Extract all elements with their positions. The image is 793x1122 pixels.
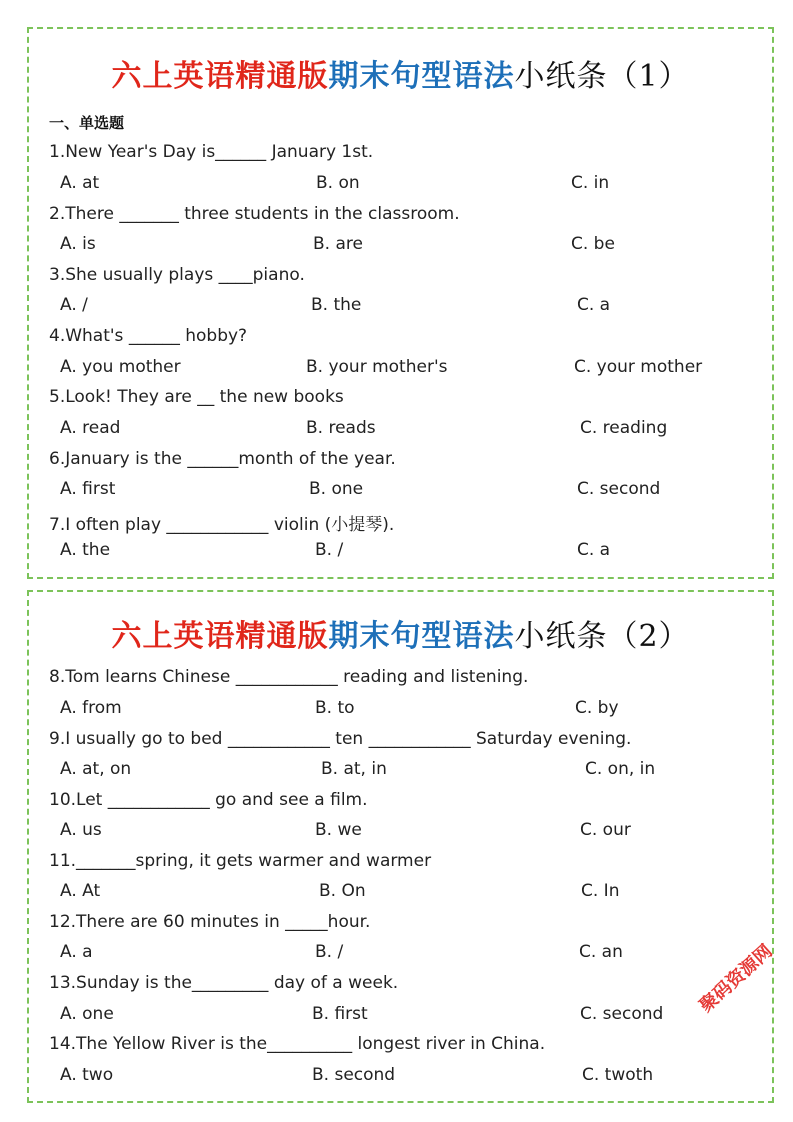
q12-option-c: C. an (579, 942, 623, 962)
q10-option-a: A. us (60, 820, 102, 840)
q3-option-a: A. / (60, 295, 88, 315)
q7-option-c: C. a (577, 540, 611, 560)
q11-option-a: A. At (60, 881, 101, 901)
q14-option-b: B. second (312, 1065, 396, 1085)
q10-option-c: C. our (580, 820, 631, 840)
q13-option-a: A. one (60, 1004, 114, 1024)
q9-option-c: C. on, in (585, 759, 656, 779)
card-1-title (29, 51, 772, 95)
q11-option-c: C. In (581, 881, 620, 901)
question-14: 14.The Yellow River is the__________ longest river in China. (49, 1034, 546, 1054)
q13-option-c: C. second (580, 1004, 664, 1024)
question-11: 11._______spring, it gets warmer and warmer (49, 851, 432, 871)
q6-option-a: A. first (60, 479, 116, 499)
question-8: 8.Tom learns Chinese ____________ reading and listening. (49, 667, 529, 687)
q13-option-b: B. first (312, 1004, 368, 1024)
q4-option-b: B. your mother's (306, 357, 448, 377)
q8-option-a: A. from (60, 698, 122, 718)
q12-option-a: A. a (60, 942, 93, 962)
question-10: 10.Let ____________ go and see a film. (49, 790, 368, 810)
q9-option-a: A. at, on (60, 759, 132, 779)
q1-option-c: C. in (571, 173, 610, 193)
title-red-part: 六上英语精通版 (111, 59, 329, 94)
q14-option-c: C. twoth (582, 1065, 654, 1085)
q1-option-a: A. at (60, 173, 100, 193)
q12-option-b: B. / (315, 942, 344, 962)
question-7: 7.I often play ____________ violin (小提琴). (49, 515, 395, 535)
q7-option-a: A. the (60, 540, 111, 560)
question-4: 4.What's ______ hobby? (49, 326, 248, 346)
question-1: 1.New Year's Day is______ January 1st. (49, 142, 374, 162)
title-black-part: 小纸条（2） (514, 619, 690, 654)
title-red-part: 六上英语精通版 (111, 619, 329, 654)
watermark: 聚码资源网 (695, 940, 777, 1017)
q1-option-b: B. on (316, 173, 360, 193)
q9-option-b: B. at, in (321, 759, 387, 779)
card-2 (27, 590, 774, 1103)
question-9: 9.I usually go to bed ____________ ten ____________ Saturday evening. (49, 729, 632, 749)
q8-option-c: C. by (575, 698, 619, 718)
q11-option-b: B. On (319, 881, 366, 901)
q3-option-b: B. the (311, 295, 362, 315)
question-3: 3.She usually plays ____piano. (49, 265, 305, 285)
q10-option-b: B. we (315, 820, 362, 840)
q6-option-b: B. one (309, 479, 364, 499)
q2-option-c: C. be (571, 234, 615, 254)
title-blue-part: 期末句型语法 (328, 59, 515, 94)
q7-option-b: B. / (315, 540, 344, 560)
q2-option-a: A. is (60, 234, 96, 254)
q5-option-b: B. reads (306, 418, 376, 438)
question-5: 5.Look! They are __ the new books (49, 387, 344, 407)
card-1 (27, 27, 774, 579)
q6-option-c: C. second (577, 479, 661, 499)
q8-option-b: B. to (315, 698, 355, 718)
section-heading: 一、单选题 (49, 114, 125, 132)
question-6: 6.January is the ______month of the year. (49, 449, 396, 469)
q5-option-c: C. reading (580, 418, 668, 438)
question-2: 2.There _______ three students in the classroom. (49, 204, 460, 224)
title-black-part: 小纸条（1） (514, 59, 690, 94)
q3-option-c: C. a (577, 295, 611, 315)
q4-option-a: A. you mother (60, 357, 181, 377)
card-2-title (29, 611, 772, 655)
question-13: 13.Sunday is the_________ day of a week. (49, 973, 399, 993)
q14-option-a: A. two (60, 1065, 114, 1085)
q5-option-a: A. read (60, 418, 121, 438)
q4-option-c: C. your mother (574, 357, 703, 377)
question-12: 12.There are 60 minutes in _____hour. (49, 912, 371, 932)
q2-option-b: B. are (313, 234, 363, 254)
title-blue-part: 期末句型语法 (328, 619, 515, 654)
